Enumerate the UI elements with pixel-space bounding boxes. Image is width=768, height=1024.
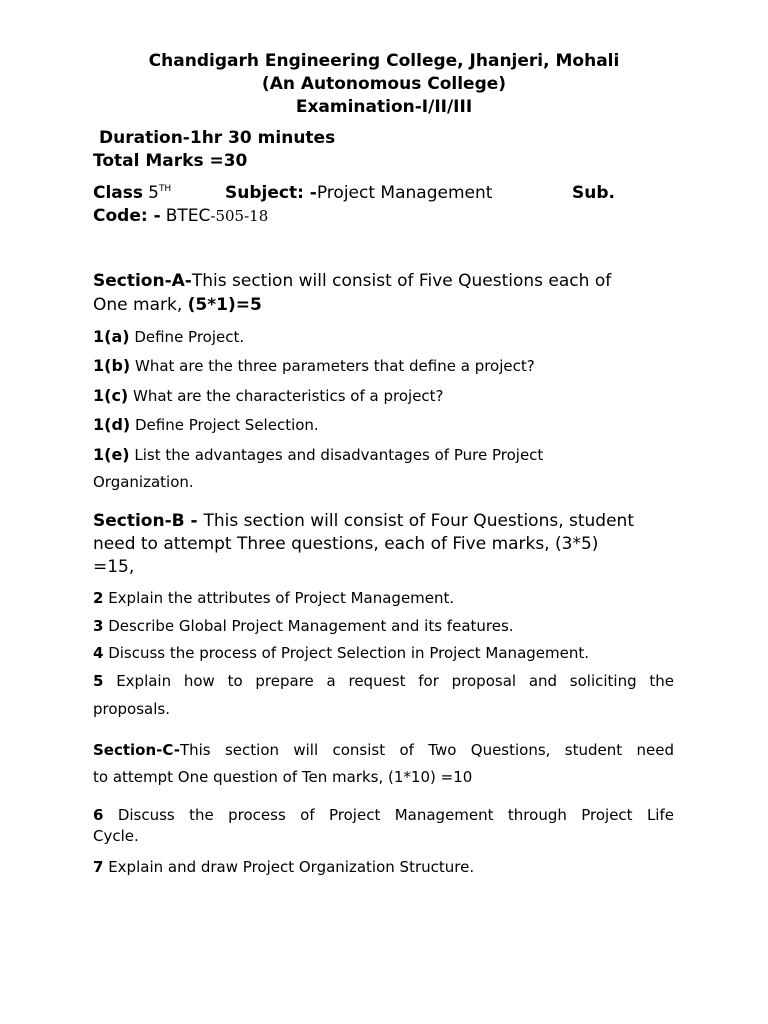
college-status: (An Autonomous College) — [261, 74, 507, 94]
section-c-description: This section will consist of Two Questions, student need — [179, 741, 674, 759]
section-c-description-2: to attempt One question of Ten marks, (1*10) =10 — [93, 768, 473, 786]
question-text: Discuss the process of Project Management through Project Life — [103, 806, 674, 824]
college-name: Chandigarh Engineering College, Jhanjeri, Mohali — [148, 51, 620, 71]
question-5 — [93, 672, 674, 690]
question-number: 4 — [93, 644, 104, 662]
sub-label: Sub. — [572, 183, 615, 203]
question-number: 1(a) — [93, 327, 130, 346]
question-text: Explain how to prepare a request for proposal and soliciting the — [103, 672, 674, 690]
question-number: 1(c) — [93, 386, 129, 405]
question-6-continued: Cycle. — [93, 827, 139, 845]
question-5-continued: proposals. — [93, 700, 170, 718]
question-text: Define Project. — [129, 328, 245, 346]
section-b-description-3: =15, — [93, 557, 135, 577]
question-number: 5 — [93, 672, 104, 690]
question-number: 2 — [93, 589, 104, 607]
duration: Duration-1hr 30 minutes — [99, 128, 336, 148]
question-6 — [93, 806, 674, 824]
question-1b — [93, 356, 535, 375]
question-text: Define Project Selection. — [130, 416, 319, 434]
question-number: 7 — [93, 858, 104, 876]
section-a-description: This section will consist of Five Questions each of — [191, 271, 612, 291]
section-b-description: This section will consist of Four Questions, student — [203, 511, 634, 531]
question-7 — [93, 858, 474, 876]
section-c-title: Section-C- — [93, 741, 180, 759]
subject-label: Subject: - — [225, 183, 317, 203]
question-text: List the advantages and disadvantages of Pure Project — [129, 446, 544, 464]
question-1e-continued: Organization. — [93, 473, 194, 491]
section-b-description-2: need to attempt Three questions, each of Five marks, (3*5) — [93, 534, 599, 554]
question-1e — [93, 445, 543, 464]
question-text: Discuss the process of Project Selection in Project Management. — [103, 644, 590, 662]
question-number: 1(b) — [93, 356, 131, 375]
section-b-heading — [93, 511, 634, 531]
question-number: 1(d) — [93, 415, 131, 434]
code-label: Code: - — [93, 206, 161, 226]
section-a-title: Section-A- — [93, 271, 192, 291]
section-a-marks-line — [93, 295, 262, 315]
section-a-description-cont: One mark, — [93, 295, 188, 315]
section-a-heading — [93, 271, 611, 291]
question-1a — [93, 327, 244, 346]
class-value: 5 — [148, 183, 159, 203]
question-2 — [93, 589, 454, 607]
question-text: Describe Global Project Management and its features. — [103, 617, 514, 635]
class-superscript: TH — [158, 184, 172, 194]
question-text: What are the three parameters that define a project? — [130, 357, 535, 375]
subject-value: Project Management — [316, 183, 493, 203]
question-text: Explain and draw Project Organization Structure. — [103, 858, 475, 876]
question-1c — [93, 386, 444, 405]
question-text: What are the characteristics of a project? — [128, 387, 444, 405]
code-prefix: BTEC — [165, 206, 211, 226]
question-number: 6 — [93, 806, 104, 824]
question-4 — [93, 644, 589, 662]
section-c-heading — [93, 741, 674, 759]
subject-label-wrap — [225, 183, 492, 203]
question-text: Explain the attributes of Project Management. — [103, 589, 455, 607]
code-line — [93, 206, 268, 226]
question-number: 3 — [93, 617, 104, 635]
section-a-marks: (5*1)=5 — [187, 295, 262, 315]
question-1d — [93, 415, 319, 434]
exam-title: Examination-I/II/III — [295, 97, 473, 117]
class-label: Class — [93, 183, 144, 203]
question-number: 1(e) — [93, 445, 130, 464]
code-value: -505-18 — [210, 207, 269, 225]
question-3 — [93, 617, 514, 635]
total-marks: Total Marks =30 — [93, 151, 248, 171]
section-b-title: Section-B - — [93, 511, 204, 531]
